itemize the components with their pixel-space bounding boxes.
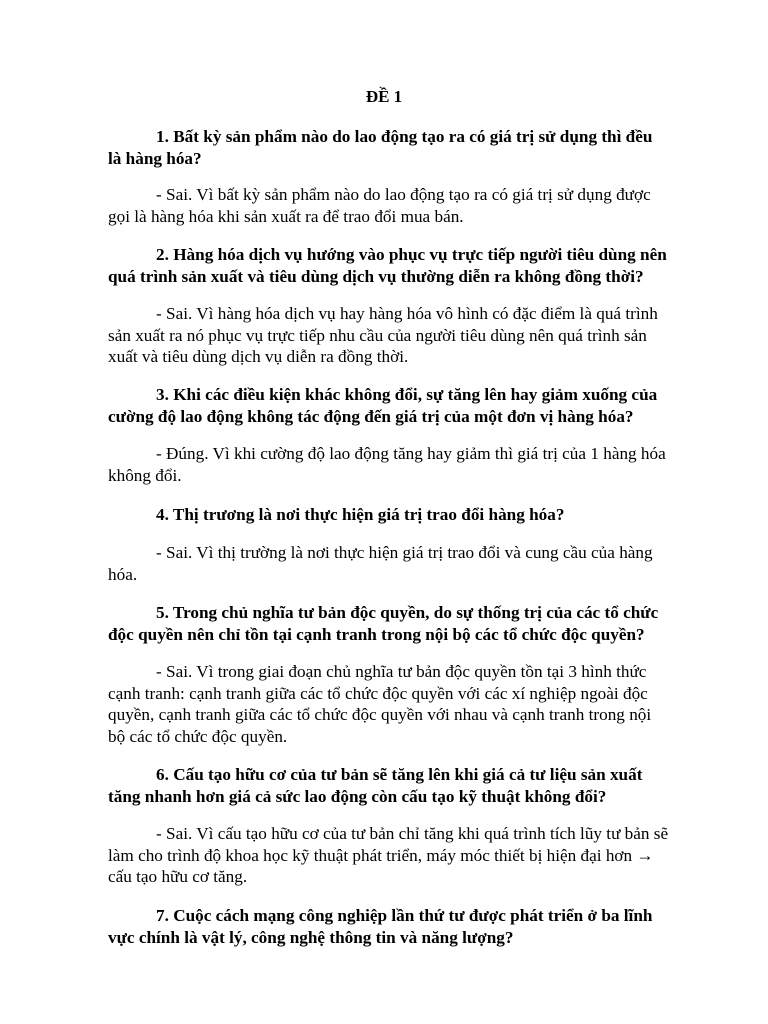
question-line: cường độ lao động không tác động đến giá trị của một đơn vị hàng hóa?	[108, 406, 634, 426]
answer-line: gọi là hàng hóa khi sản xuất ra để trao đổi mua bán.	[108, 206, 464, 226]
question-line: 6. Cấu tạo hữu cơ của tư bản sẽ tăng lên khi giá cả tư liệu sản xuất	[156, 765, 643, 784]
question-line: là hàng hóa?	[108, 148, 202, 168]
question-line: tăng nhanh hơn giá cả sức lao động còn cấu tạo kỹ thuật không đổi?	[108, 786, 607, 806]
answer-1	[108, 184, 700, 227]
answer-6	[108, 823, 700, 888]
question-line: vực chính là vật lý, công nghệ thông tin và năng lượng?	[108, 927, 514, 947]
answer-2	[108, 303, 700, 368]
answer-line: - Sai. Vì trong giai đoạn chủ nghĩa tư bản độc quyền tồn tại 3 hình thức	[156, 662, 647, 681]
question-line: 5. Trong chủ nghĩa tư bản độc quyền, do sự thống trị của các tổ chức	[156, 603, 659, 622]
question-line: 3. Khi các điều kiện khác không đổi, sự tăng lên hay giảm xuống của	[156, 385, 658, 404]
answer-5	[108, 661, 700, 747]
answer-4	[108, 542, 700, 585]
answer-line: sản xuất ra nó phục vụ trực tiếp nhu cầu của người tiêu dùng nên quá trình sản	[108, 325, 647, 345]
answer-line: làm cho trình độ khoa học kỹ thuật phát triển, máy móc thiết bị hiện đại hơn →	[108, 845, 654, 865]
question-line: 2. Hàng hóa dịch vụ hướng vào phục vụ trực tiếp người tiêu dùng nên	[156, 245, 667, 264]
answer-line: hóa.	[108, 564, 138, 584]
answer-line: - Sai. Vì thị trường là nơi thực hiện giá trị trao đổi và cung cầu của hàng	[156, 543, 653, 562]
question-5	[108, 602, 700, 645]
answer-line: - Sai. Vì cấu tạo hữu cơ của tư bản chỉ tăng khi quá trình tích lũy tư bản sẽ	[156, 824, 669, 843]
question-line: 1. Bất kỳ sản phẩm nào do lao động tạo ra có giá trị sử dụng thì đều	[156, 127, 653, 146]
question-line: 4. Thị trương là nơi thực hiện giá trị trao đổi hàng hóa?	[156, 505, 565, 524]
answer-3	[108, 443, 700, 486]
answer-line: quyền, cạnh tranh giữa các tổ chức độc quyền với nhau và cạnh tranh trong nội	[108, 705, 652, 725]
answer-line: bộ các tổ chức độc quyền.	[108, 726, 288, 746]
answer-line: - Đúng. Vì khi cường độ lao động tăng hay giảm thì giá trị của 1 hàng hóa	[156, 444, 666, 463]
question-1	[108, 126, 700, 169]
answer-line: không đổi.	[108, 465, 182, 485]
question-line: quá trình sản xuất và tiêu dùng dịch vụ thường diễn ra không đồng thời?	[108, 266, 644, 286]
question-line: 7. Cuộc cách mạng công nghiệp lần thứ tư được phát triển ở ba lĩnh	[156, 906, 653, 925]
question-7	[108, 905, 700, 948]
question-4	[108, 504, 700, 526]
question-line: độc quyền nên chỉ tồn tại cạnh tranh trong nội bộ các tổ chức độc quyền?	[108, 624, 645, 644]
answer-line: - Sai. Vì hàng hóa dịch vụ hay hàng hóa vô hình có đặc điểm là quá trình	[156, 304, 658, 323]
answer-line: - Sai. Vì bất kỳ sản phẩm nào do lao động tạo ra có giá trị sử dụng được	[156, 185, 651, 204]
answer-line: cạnh tranh: cạnh tranh giữa các tổ chức độc quyền với các xí nghiệp ngoài độc	[108, 683, 648, 703]
question-2	[108, 244, 700, 287]
question-6	[108, 764, 700, 807]
answer-line: xuất và tiêu dùng dịch vụ diễn ra đồng thời.	[108, 347, 409, 367]
page-title: ĐỀ 1	[365, 87, 403, 106]
answer-line: cấu tạo hữu cơ tăng.	[108, 867, 248, 887]
question-3	[108, 384, 700, 427]
